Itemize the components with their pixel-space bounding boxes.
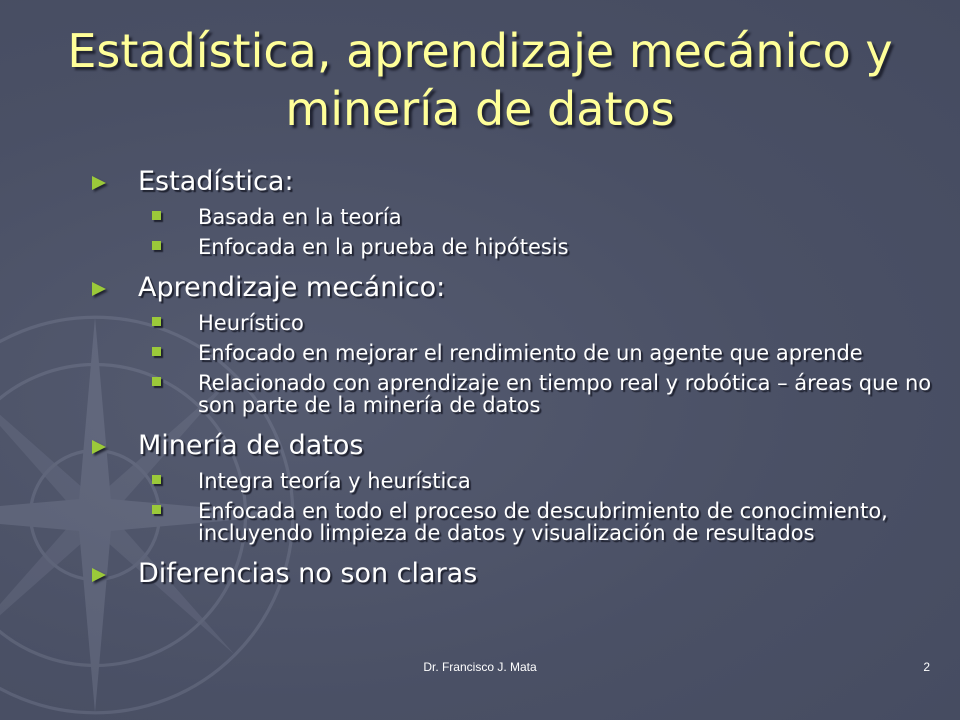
triangle-bullet-icon <box>92 568 106 582</box>
sub-bullet-item <box>92 500 942 544</box>
square-bullet-icon <box>152 475 161 484</box>
footer-author: Dr. Francisco J. Mata <box>423 660 537 674</box>
sub-bullet-text: Enfocada en todo el proceso de descubrimiento de conocimiento, incluyendo limpieza de datos y visualización de resultados <box>198 499 888 545</box>
square-bullet-icon <box>152 377 161 386</box>
sub-bullet-text: Relacionado con aprendizaje en tiempo real y robótica – áreas que no son parte de la minería de datos <box>198 371 932 417</box>
bullet-text: Diferencias no son claras <box>138 558 478 589</box>
sub-bullet-item <box>92 206 942 228</box>
bullet-item <box>92 558 942 590</box>
bullet-text: Estadística: <box>138 166 294 197</box>
square-bullet-icon <box>152 241 161 250</box>
page-number: 2 <box>923 660 930 674</box>
sub-bullet-text: Integra teoría y heurística <box>198 469 471 493</box>
square-bullet-icon <box>152 317 161 326</box>
triangle-bullet-icon <box>92 176 106 190</box>
slide-title: Estadística, aprendizaje mecánico y minería de datos <box>67 24 893 136</box>
sub-bullet-text: Heurístico <box>198 311 304 335</box>
square-bullet-icon <box>152 505 161 514</box>
sub-bullet-item <box>92 372 942 416</box>
bullet-text: Aprendizaje mecánico: <box>138 272 446 303</box>
triangle-bullet-icon <box>92 282 106 296</box>
bullet-item <box>92 166 942 198</box>
triangle-bullet-icon <box>92 440 106 454</box>
sub-bullet-item <box>92 236 942 258</box>
square-bullet-icon <box>152 347 161 356</box>
square-bullet-icon <box>152 211 161 220</box>
bullet-list <box>92 166 942 590</box>
sub-bullet-text: Basada en la teoría <box>198 205 402 229</box>
bullet-item <box>92 430 942 462</box>
sub-bullet-item <box>92 312 942 334</box>
sub-bullet-text: Enfocado en mejorar el rendimiento de un agente que aprende <box>198 341 863 365</box>
bullet-item <box>92 272 942 304</box>
sub-bullet-item <box>92 342 942 364</box>
bullet-text: Minería de datos <box>138 430 364 461</box>
sub-bullet-text: Enfocada en la prueba de hipótesis <box>198 235 569 259</box>
sub-bullet-item <box>92 470 942 492</box>
